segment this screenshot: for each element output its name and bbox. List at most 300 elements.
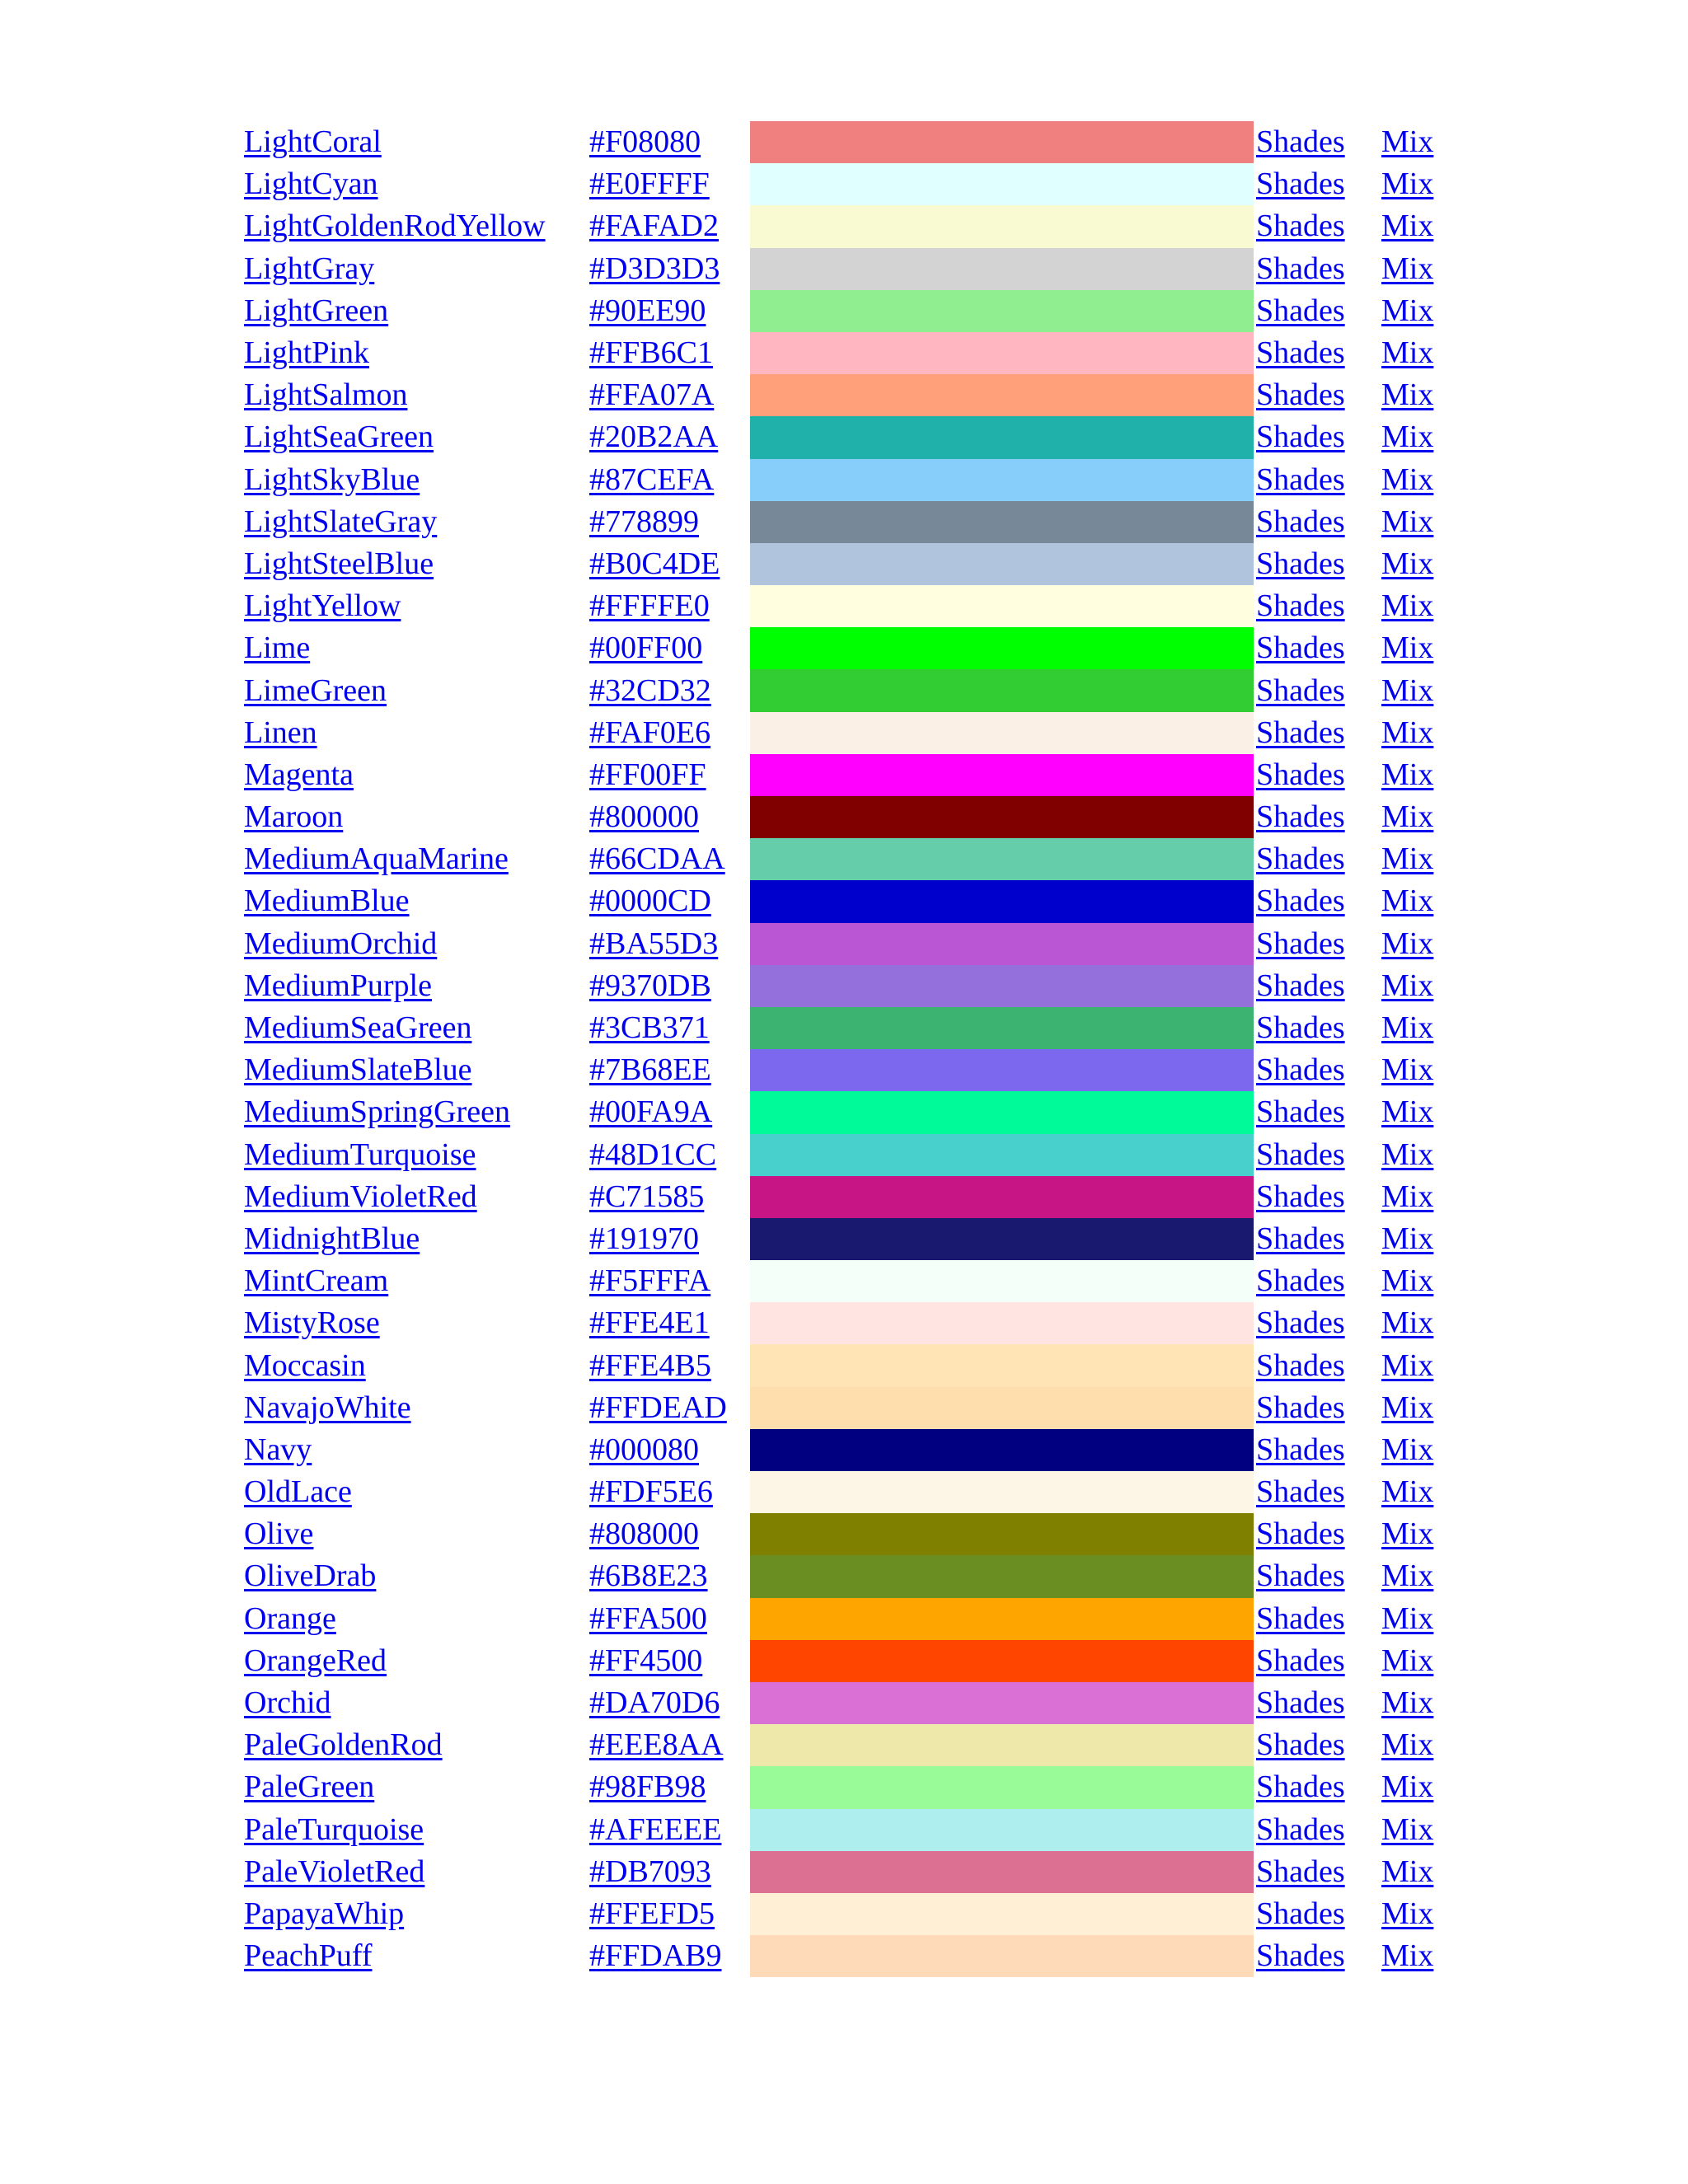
shades-link[interactable]: Shades	[1256, 1938, 1345, 1974]
color-row	[238, 290, 1447, 332]
mix-cell	[1381, 1893, 1447, 1935]
color-name-link[interactable]: MediumPurple	[244, 968, 432, 1003]
mix-link[interactable]: Mix	[1381, 588, 1434, 624]
mix-link[interactable]: Mix	[1381, 1769, 1434, 1805]
color-hex-link[interactable]: #00FA9A	[589, 1094, 713, 1130]
color-row	[238, 374, 1447, 416]
color-name-link[interactable]: LightSkyBlue	[244, 462, 420, 497]
mix-link[interactable]: Mix	[1381, 630, 1434, 666]
shades-link[interactable]: Shades	[1256, 799, 1345, 835]
color-name-link[interactable]: PaleTurquoise	[244, 1811, 424, 1847]
color-name-cell	[238, 1049, 589, 1091]
color-hex-link[interactable]: #B0C4DE	[589, 546, 720, 581]
color-hex-cell	[589, 627, 750, 669]
color-row	[238, 543, 1447, 585]
shades-link[interactable]: Shades	[1256, 335, 1345, 371]
color-name-link[interactable]: Lime	[244, 630, 311, 666]
mix-link[interactable]: Mix	[1381, 1516, 1434, 1552]
color-hex-cell	[589, 1935, 750, 1977]
shades-link[interactable]: Shades	[1256, 462, 1345, 497]
mix-link[interactable]: Mix	[1381, 926, 1434, 961]
mix-link[interactable]: Mix	[1381, 1896, 1434, 1931]
shades-link[interactable]: Shades	[1256, 1643, 1345, 1678]
color-name-link[interactable]: OliveDrab	[244, 1558, 377, 1594]
color-name-link[interactable]: Orchid	[244, 1685, 331, 1721]
shades-link[interactable]: Shades	[1256, 251, 1345, 286]
color-name-link[interactable]: LightGoldenRodYellow	[244, 209, 546, 244]
color-name-link[interactable]: MediumVioletRed	[244, 1179, 477, 1214]
mix-cell	[1381, 1513, 1447, 1555]
color-name-link[interactable]: MediumBlue	[244, 883, 410, 919]
color-name-link[interactable]: Navy	[244, 1432, 312, 1467]
color-row	[238, 1851, 1447, 1893]
mix-cell	[1381, 459, 1447, 501]
color-hex-link[interactable]: #FF4500	[589, 1643, 703, 1678]
mix-link[interactable]: Mix	[1381, 546, 1434, 581]
color-name-link[interactable]: Magenta	[244, 757, 354, 792]
color-hex-cell	[589, 1218, 750, 1260]
color-name-link[interactable]: PaleVioletRed	[244, 1854, 425, 1889]
mix-link[interactable]: Mix	[1381, 1221, 1434, 1256]
mix-link[interactable]: Mix	[1381, 166, 1434, 202]
mix-link[interactable]: Mix	[1381, 504, 1434, 539]
mix-cell	[1381, 1640, 1447, 1682]
shades-link[interactable]: Shades	[1256, 1137, 1345, 1172]
color-hex-link[interactable]: #66CDAA	[589, 841, 725, 877]
color-name-cell	[238, 1344, 589, 1386]
shades-cell	[1254, 1091, 1381, 1133]
mix-link[interactable]: Mix	[1381, 968, 1434, 1003]
shades-link[interactable]: Shades	[1256, 1305, 1345, 1341]
color-row	[238, 754, 1447, 796]
mix-link[interactable]: Mix	[1381, 124, 1434, 160]
color-name-link[interactable]: Orange	[244, 1601, 336, 1636]
mix-link[interactable]: Mix	[1381, 1558, 1434, 1594]
color-name-cell	[238, 712, 589, 754]
mix-cell	[1381, 1344, 1447, 1386]
shades-link[interactable]: Shades	[1256, 1347, 1345, 1383]
mix-link[interactable]: Mix	[1381, 377, 1434, 413]
color-hex-cell	[589, 1555, 750, 1597]
color-name-link[interactable]: MediumAquaMarine	[244, 841, 509, 877]
color-row	[238, 669, 1447, 711]
color-name-link[interactable]: Linen	[244, 715, 317, 750]
shades-link[interactable]: Shades	[1256, 419, 1345, 455]
color-hex-link[interactable]: #FAF0E6	[589, 715, 711, 750]
color-swatch	[750, 459, 1254, 501]
mix-cell	[1381, 880, 1447, 922]
color-row	[238, 332, 1447, 374]
mix-link[interactable]: Mix	[1381, 462, 1434, 497]
color-name-link[interactable]: MintCream	[244, 1263, 389, 1299]
mix-link[interactable]: Mix	[1381, 419, 1434, 455]
color-swatch	[750, 1344, 1254, 1386]
color-swatch	[750, 121, 1254, 163]
shades-link[interactable]: Shades	[1256, 1094, 1345, 1130]
shades-link[interactable]: Shades	[1256, 968, 1345, 1003]
mix-link[interactable]: Mix	[1381, 1432, 1434, 1467]
color-row	[238, 923, 1447, 965]
shades-link[interactable]: Shades	[1256, 293, 1345, 328]
shades-cell	[1254, 1049, 1381, 1091]
mix-link[interactable]: Mix	[1381, 293, 1434, 328]
color-swatch	[750, 543, 1254, 585]
color-hex-link[interactable]: #AFEEEE	[589, 1811, 722, 1847]
shades-link[interactable]: Shades	[1256, 883, 1345, 919]
shades-cell	[1254, 1724, 1381, 1766]
color-hex-cell	[589, 1429, 750, 1471]
shades-link[interactable]: Shades	[1256, 1854, 1345, 1889]
shades-cell	[1254, 965, 1381, 1007]
color-name-link[interactable]: PeachPuff	[244, 1938, 373, 1974]
color-name-cell	[238, 1134, 589, 1176]
shades-link[interactable]: Shades	[1256, 377, 1345, 413]
shades-link[interactable]: Shades	[1256, 715, 1345, 750]
color-name-link[interactable]: LightSteelBlue	[244, 546, 434, 581]
mix-link[interactable]: Mix	[1381, 1474, 1434, 1510]
color-hex-link[interactable]: #FF00FF	[589, 757, 706, 792]
color-name-link[interactable]: LightSalmon	[244, 377, 408, 413]
shades-cell	[1254, 1598, 1381, 1640]
shades-link[interactable]: Shades	[1256, 166, 1345, 202]
color-hex-link[interactable]: #7B68EE	[589, 1052, 711, 1088]
shades-link[interactable]: Shades	[1256, 1221, 1345, 1256]
shades-link[interactable]: Shades	[1256, 1263, 1345, 1299]
color-hex-cell	[589, 796, 750, 838]
shades-cell	[1254, 627, 1381, 669]
color-hex-link[interactable]: #FFDAB9	[589, 1938, 722, 1974]
color-hex-link[interactable]: #778899	[589, 504, 699, 539]
shades-cell	[1254, 585, 1381, 627]
shades-link[interactable]: Shades	[1256, 630, 1345, 666]
color-swatch	[750, 1007, 1254, 1049]
shades-cell	[1254, 754, 1381, 796]
color-name-cell	[238, 796, 589, 838]
mix-cell	[1381, 1260, 1447, 1302]
color-name-link[interactable]: LightSeaGreen	[244, 419, 434, 455]
color-row	[238, 1513, 1447, 1555]
color-name-link[interactable]: LightSlateGray	[244, 504, 438, 539]
color-name-link[interactable]: MidnightBlue	[244, 1221, 420, 1256]
color-name-link[interactable]: MediumSeaGreen	[244, 1010, 472, 1046]
color-hex-link[interactable]: #BA55D3	[589, 926, 719, 961]
mix-link[interactable]: Mix	[1381, 209, 1434, 244]
mix-link[interactable]: Mix	[1381, 1938, 1434, 1974]
shades-link[interactable]: Shades	[1256, 1474, 1345, 1510]
color-name-link[interactable]: MediumSpringGreen	[244, 1094, 510, 1130]
color-swatch	[750, 669, 1254, 711]
color-row	[238, 1344, 1447, 1386]
color-hex-link[interactable]: #000080	[589, 1432, 699, 1467]
color-hex-cell	[589, 290, 750, 332]
shades-cell	[1254, 1218, 1381, 1260]
color-hex-link[interactable]: #EEE8AA	[589, 1727, 724, 1763]
color-hex-link[interactable]: #F08080	[589, 124, 701, 160]
shades-cell	[1254, 1387, 1381, 1429]
mix-cell	[1381, 1682, 1447, 1724]
color-hex-link[interactable]: #9370DB	[589, 968, 711, 1003]
color-hex-link[interactable]: #DA70D6	[589, 1685, 720, 1721]
color-name-link[interactable]: MistyRose	[244, 1305, 380, 1341]
color-hex-link[interactable]: #FFE4B5	[589, 1347, 711, 1383]
color-row	[238, 163, 1447, 205]
mix-link[interactable]: Mix	[1381, 1094, 1434, 1130]
shades-link[interactable]: Shades	[1256, 1052, 1345, 1088]
color-hex-cell	[589, 838, 750, 880]
shades-cell	[1254, 121, 1381, 163]
color-swatch	[750, 1218, 1254, 1260]
color-hex-link[interactable]: #C71585	[589, 1179, 705, 1214]
shades-link[interactable]: Shades	[1256, 1179, 1345, 1214]
shades-link[interactable]: Shades	[1256, 1390, 1345, 1425]
color-hex-link[interactable]: #32CD32	[589, 673, 711, 708]
color-swatch	[750, 1724, 1254, 1766]
color-swatch	[750, 374, 1254, 416]
color-hex-cell	[589, 1176, 750, 1218]
color-name-link[interactable]: LightCoral	[244, 124, 382, 160]
color-hex-cell	[589, 163, 750, 205]
color-name-cell	[238, 290, 589, 332]
shades-link[interactable]: Shades	[1256, 588, 1345, 624]
color-name-cell	[238, 501, 589, 543]
shades-link[interactable]: Shades	[1256, 1010, 1345, 1046]
color-name-link[interactable]: Olive	[244, 1516, 314, 1552]
mix-cell	[1381, 1935, 1447, 1977]
shades-cell	[1254, 1260, 1381, 1302]
mix-link[interactable]: Mix	[1381, 841, 1434, 877]
shades-link[interactable]: Shades	[1256, 546, 1345, 581]
color-hex-link[interactable]: #0000CD	[589, 883, 711, 919]
mix-cell	[1381, 290, 1447, 332]
color-swatch	[750, 1851, 1254, 1893]
color-name-cell	[238, 1176, 589, 1218]
mix-link[interactable]: Mix	[1381, 251, 1434, 286]
color-name-link[interactable]: NavajoWhite	[244, 1390, 411, 1425]
color-hex-link[interactable]: #FFEFD5	[589, 1896, 715, 1931]
mix-link[interactable]: Mix	[1381, 1727, 1434, 1763]
mix-link[interactable]: Mix	[1381, 335, 1434, 371]
color-hex-cell	[589, 1851, 750, 1893]
mix-cell	[1381, 1049, 1447, 1091]
color-name-link[interactable]: MediumSlateBlue	[244, 1052, 472, 1088]
shades-link[interactable]: Shades	[1256, 504, 1345, 539]
mix-link[interactable]: Mix	[1381, 1685, 1434, 1721]
color-row	[238, 838, 1447, 880]
color-row	[238, 1724, 1447, 1766]
color-name-cell	[238, 332, 589, 374]
color-hex-link[interactable]: #F5FFFA	[589, 1263, 711, 1299]
color-swatch	[750, 923, 1254, 965]
mix-link[interactable]: Mix	[1381, 1643, 1434, 1678]
mix-link[interactable]: Mix	[1381, 1854, 1434, 1889]
shades-cell	[1254, 923, 1381, 965]
mix-cell	[1381, 1091, 1447, 1133]
color-hex-link[interactable]: #FAFAD2	[589, 209, 719, 244]
color-swatch	[750, 1513, 1254, 1555]
shades-link[interactable]: Shades	[1256, 1896, 1345, 1931]
shades-link[interactable]: Shades	[1256, 1811, 1345, 1847]
mix-cell	[1381, 374, 1447, 416]
color-name-link[interactable]: Maroon	[244, 799, 344, 835]
shades-cell	[1254, 1344, 1381, 1386]
shades-link[interactable]: Shades	[1256, 926, 1345, 961]
mix-link[interactable]: Mix	[1381, 1811, 1434, 1847]
shades-link[interactable]: Shades	[1256, 673, 1345, 708]
shades-link[interactable]: Shades	[1256, 841, 1345, 877]
color-hex-link[interactable]: #FFFFE0	[589, 588, 710, 624]
mix-cell	[1381, 796, 1447, 838]
mix-link[interactable]: Mix	[1381, 1052, 1434, 1088]
color-row	[238, 1809, 1447, 1851]
mix-cell	[1381, 1555, 1447, 1597]
color-hex-link[interactable]: #808000	[589, 1516, 699, 1552]
color-swatch	[750, 1471, 1254, 1513]
mix-link[interactable]: Mix	[1381, 1137, 1434, 1172]
mix-link[interactable]: Mix	[1381, 757, 1434, 792]
color-name-link[interactable]: LightPink	[244, 335, 370, 371]
color-name-cell	[238, 1640, 589, 1682]
color-name-cell	[238, 1260, 589, 1302]
color-name-link[interactable]: OldLace	[244, 1474, 352, 1510]
color-hex-link[interactable]: #00FF00	[589, 630, 703, 666]
color-name-link[interactable]: PaleGoldenRod	[244, 1727, 443, 1763]
color-name-link[interactable]: Moccasin	[244, 1347, 366, 1383]
shades-cell	[1254, 796, 1381, 838]
color-row	[238, 1218, 1447, 1260]
color-row	[238, 585, 1447, 627]
shades-cell	[1254, 1302, 1381, 1344]
mix-cell	[1381, 163, 1447, 205]
color-swatch	[750, 290, 1254, 332]
color-name-link[interactable]: PaleGreen	[244, 1769, 375, 1805]
shades-link[interactable]: Shades	[1256, 124, 1345, 160]
color-hex-link[interactable]: #87CEFA	[589, 462, 715, 497]
shades-link[interactable]: Shades	[1256, 1769, 1345, 1805]
color-hex-link[interactable]: #E0FFFF	[589, 166, 710, 202]
color-hex-link[interactable]: #191970	[589, 1221, 699, 1256]
shades-cell	[1254, 1007, 1381, 1049]
mix-link[interactable]: Mix	[1381, 883, 1434, 919]
shades-cell	[1254, 1429, 1381, 1471]
shades-link[interactable]: Shades	[1256, 1558, 1345, 1594]
mix-link[interactable]: Mix	[1381, 1347, 1434, 1383]
color-hex-cell	[589, 1809, 750, 1851]
shades-cell	[1254, 248, 1381, 290]
mix-link[interactable]: Mix	[1381, 799, 1434, 835]
shades-link[interactable]: Shades	[1256, 1727, 1345, 1763]
color-row	[238, 205, 1447, 247]
mix-cell	[1381, 838, 1447, 880]
color-hex-link[interactable]: #FFB6C1	[589, 335, 713, 371]
color-hex-cell	[589, 1302, 750, 1344]
color-name-cell	[238, 1429, 589, 1471]
color-hex-link[interactable]: #FFDEAD	[589, 1390, 727, 1425]
mix-cell	[1381, 923, 1447, 965]
color-hex-link[interactable]: #D3D3D3	[589, 251, 720, 286]
color-hex-link[interactable]: #3CB371	[589, 1010, 710, 1046]
color-rows	[238, 121, 1447, 1977]
color-name-link[interactable]: LimeGreen	[244, 673, 387, 708]
mix-link[interactable]: Mix	[1381, 715, 1434, 750]
color-hex-cell	[589, 1049, 750, 1091]
color-hex-cell	[589, 1091, 750, 1133]
mix-link[interactable]: Mix	[1381, 1010, 1434, 1046]
color-name-link[interactable]: MediumTurquoise	[244, 1137, 476, 1172]
shades-cell	[1254, 1640, 1381, 1682]
color-swatch	[750, 1429, 1254, 1471]
color-name-link[interactable]: OrangeRed	[244, 1643, 387, 1678]
color-name-cell	[238, 880, 589, 922]
color-name-cell	[238, 1513, 589, 1555]
mix-link[interactable]: Mix	[1381, 1263, 1434, 1299]
color-name-link[interactable]: LightCyan	[244, 166, 378, 202]
color-hex-link[interactable]: #20B2AA	[589, 419, 719, 455]
color-name-link[interactable]: LightGreen	[244, 293, 389, 328]
color-swatch	[750, 1302, 1254, 1344]
color-name-link[interactable]: LightYellow	[244, 588, 401, 624]
shades-link[interactable]: Shades	[1256, 757, 1345, 792]
shades-link[interactable]: Shades	[1256, 1685, 1345, 1721]
color-hex-cell	[589, 1387, 750, 1429]
color-name-link[interactable]: LightGray	[244, 251, 375, 286]
mix-cell	[1381, 332, 1447, 374]
color-swatch	[750, 754, 1254, 796]
shades-cell	[1254, 1851, 1381, 1893]
color-hex-link[interactable]: #FFA07A	[589, 377, 715, 413]
mix-cell	[1381, 1218, 1447, 1260]
color-swatch	[750, 1555, 1254, 1597]
shades-cell	[1254, 712, 1381, 754]
color-swatch	[750, 838, 1254, 880]
mix-link[interactable]: Mix	[1381, 1305, 1434, 1341]
color-row	[238, 501, 1447, 543]
color-name-cell	[238, 1091, 589, 1133]
color-hex-link[interactable]: #90EE90	[589, 293, 706, 328]
color-hex-link[interactable]: #FDF5E6	[589, 1474, 713, 1510]
color-hex-link[interactable]: #6B8E23	[589, 1558, 708, 1594]
mix-link[interactable]: Mix	[1381, 673, 1434, 708]
color-hex-link[interactable]: #DB7093	[589, 1854, 711, 1889]
color-hex-link[interactable]: #FFE4E1	[589, 1305, 710, 1341]
color-row	[238, 416, 1447, 458]
shades-link[interactable]: Shades	[1256, 209, 1345, 244]
shades-link[interactable]: Shades	[1256, 1432, 1345, 1467]
color-swatch	[750, 1176, 1254, 1218]
mix-link[interactable]: Mix	[1381, 1390, 1434, 1425]
mix-link[interactable]: Mix	[1381, 1601, 1434, 1636]
color-name-link[interactable]: PapayaWhip	[244, 1896, 405, 1931]
color-name-link[interactable]: MediumOrchid	[244, 926, 438, 961]
color-name-cell	[238, 1387, 589, 1429]
mix-cell	[1381, 1471, 1447, 1513]
shades-link[interactable]: Shades	[1256, 1601, 1345, 1636]
color-hex-link[interactable]: #48D1CC	[589, 1137, 717, 1172]
color-hex-link[interactable]: #800000	[589, 799, 699, 835]
color-swatch	[750, 1935, 1254, 1977]
shades-link[interactable]: Shades	[1256, 1516, 1345, 1552]
color-swatch	[750, 1598, 1254, 1640]
mix-cell	[1381, 1007, 1447, 1049]
color-hex-link[interactable]: #98FB98	[589, 1769, 706, 1805]
color-row	[238, 627, 1447, 669]
mix-link[interactable]: Mix	[1381, 1179, 1434, 1214]
color-name-cell	[238, 1935, 589, 1977]
color-hex-cell	[589, 501, 750, 543]
color-hex-link[interactable]: #FFA500	[589, 1601, 707, 1636]
color-name-cell	[238, 1007, 589, 1049]
color-row	[238, 1260, 1447, 1302]
color-hex-cell	[589, 754, 750, 796]
